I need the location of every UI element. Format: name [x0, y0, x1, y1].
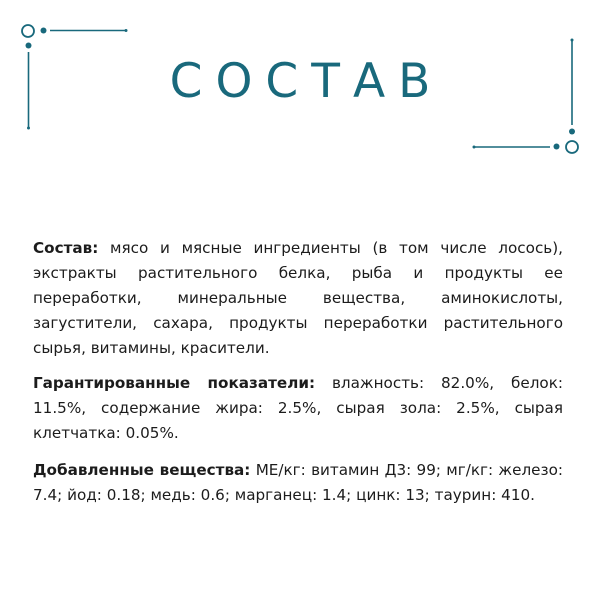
ring-icon — [22, 25, 34, 37]
guaranteed-analysis-section — [33, 371, 563, 446]
line-end-dot — [473, 146, 476, 149]
line-end-dot — [571, 39, 574, 42]
additives-section — [33, 458, 563, 508]
composition-section — [33, 236, 563, 361]
ring-icon — [566, 141, 578, 153]
additives-text: МЕ/кг: витамин Д3: 99; мг/кг: железо: 7.4; йод: 0.18; медь: 0.6; марганец: 1.4; цинк: 13; таурин: 410. — [33, 461, 563, 504]
line-end-dot — [27, 127, 30, 130]
additives-label: Добавленные вещества: — [33, 461, 251, 479]
dot-icon — [26, 43, 32, 49]
dot-icon — [569, 129, 575, 135]
page-title: СОСТАВ — [169, 54, 444, 109]
guaranteed-analysis-label: Гарантированные показатели: — [33, 374, 316, 392]
guaranteed-analysis-text: влажность: 82.0%, белок: 11.5%, содержание жира: 2.5%, сырая зола: 2.5%, сырая клетчатка: 0.05%. — [33, 374, 563, 442]
dot-icon — [41, 28, 47, 34]
line-end-dot — [125, 29, 128, 32]
dot-icon — [554, 144, 560, 150]
composition-label: Состав: — [33, 239, 99, 257]
composition-text: мясо и мясные ингредиенты (в том числе лосось), экстракты растительного белка, рыба и продукты ее переработки, минеральные вещества, аминокислоты, загустители, сахара, продукты переработки растительного сырья, витамины, красители. — [33, 239, 563, 357]
